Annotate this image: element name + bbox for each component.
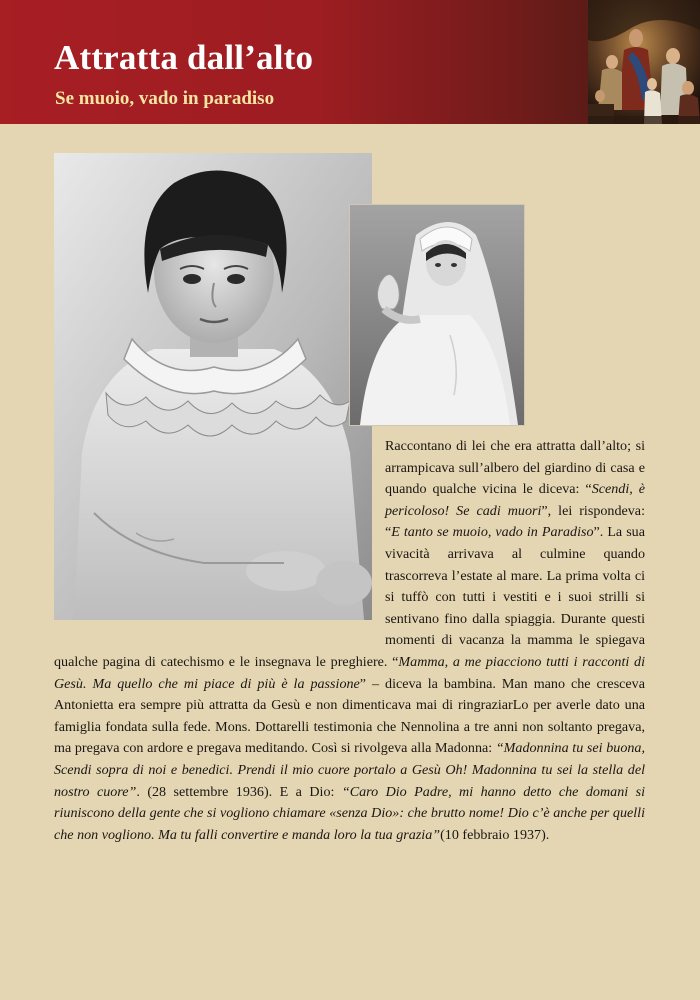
header-banner xyxy=(0,0,700,124)
body-run: ” – diceva la bambina. Man mano che cresceva Antonietta era sempre più attratta da Gesù e non dimenticava mai di ringraziarLo per averle dato una famiglia fondata sulla fede. Mons. Dottarelli testimonia che Nennolina a tre anni non soltanto pregava, ma pregava con ardore e pregava meditando. Così si rivolgeva alla Madonna: xyxy=(54,675,645,757)
body-run: ”, lei rispondeva: “ xyxy=(385,502,645,541)
religious-painting-crowd-icon xyxy=(588,0,700,124)
body-run: . (28 settembre 1936). E a Dio: xyxy=(136,783,342,800)
body-run-italic: E tanto se muoio, vado in Paradiso xyxy=(391,524,594,541)
body-run-italic: Scendi, è pericoloso! Se cadi muori xyxy=(385,481,645,519)
article-body xyxy=(54,436,645,846)
body-run: (10 febbraio 1937). xyxy=(440,826,550,843)
body-run-italic: “Caro Dio Padre, mi hanno detto che domani si riuniscono della gente che si vogliono chiamare «senza Dio»: che brutto nome! Dio c’è anche per quelli che non vogliono. Ma tu falli convertire e manda loro la tua grazia” xyxy=(54,783,645,843)
body-run: Raccontano di lei che era attratta dall’alto; si arrampicava sull’albero del giardino di casa e quando qualche vicina le diceva: “ xyxy=(385,438,645,498)
body-run: ”. La sua vivacità arrivava al culmine quando trascorreva l’estate al mare. La prima volta ci si tuffò con tutti i vestiti e i suoi strilli si sentivano fino dalla spiaggia. Durante questi momenti di vacanza la mamma le spiegava qualche pagina di catechismo e le insegnava le preghiere. “ xyxy=(54,524,645,670)
text-wrap-spacer xyxy=(54,436,385,646)
body-run-italic: “Madonnina tu sei buona, Scendi sopra di noi e benedici. Prendi il mio cuore portalo a Gesù Oh! Madonnina tu sei la stella del nostro cuore” xyxy=(54,740,645,800)
praying-girl-icon xyxy=(350,205,524,425)
page-title: Attratta dall’alto xyxy=(54,38,314,77)
body-run-italic: Mamma, a me piacciono tutti i racconti di Gesù. Ma quello che mi piace di più è la passione xyxy=(54,653,645,692)
page-subtitle: Se muoio, vado in paradiso xyxy=(55,88,275,109)
